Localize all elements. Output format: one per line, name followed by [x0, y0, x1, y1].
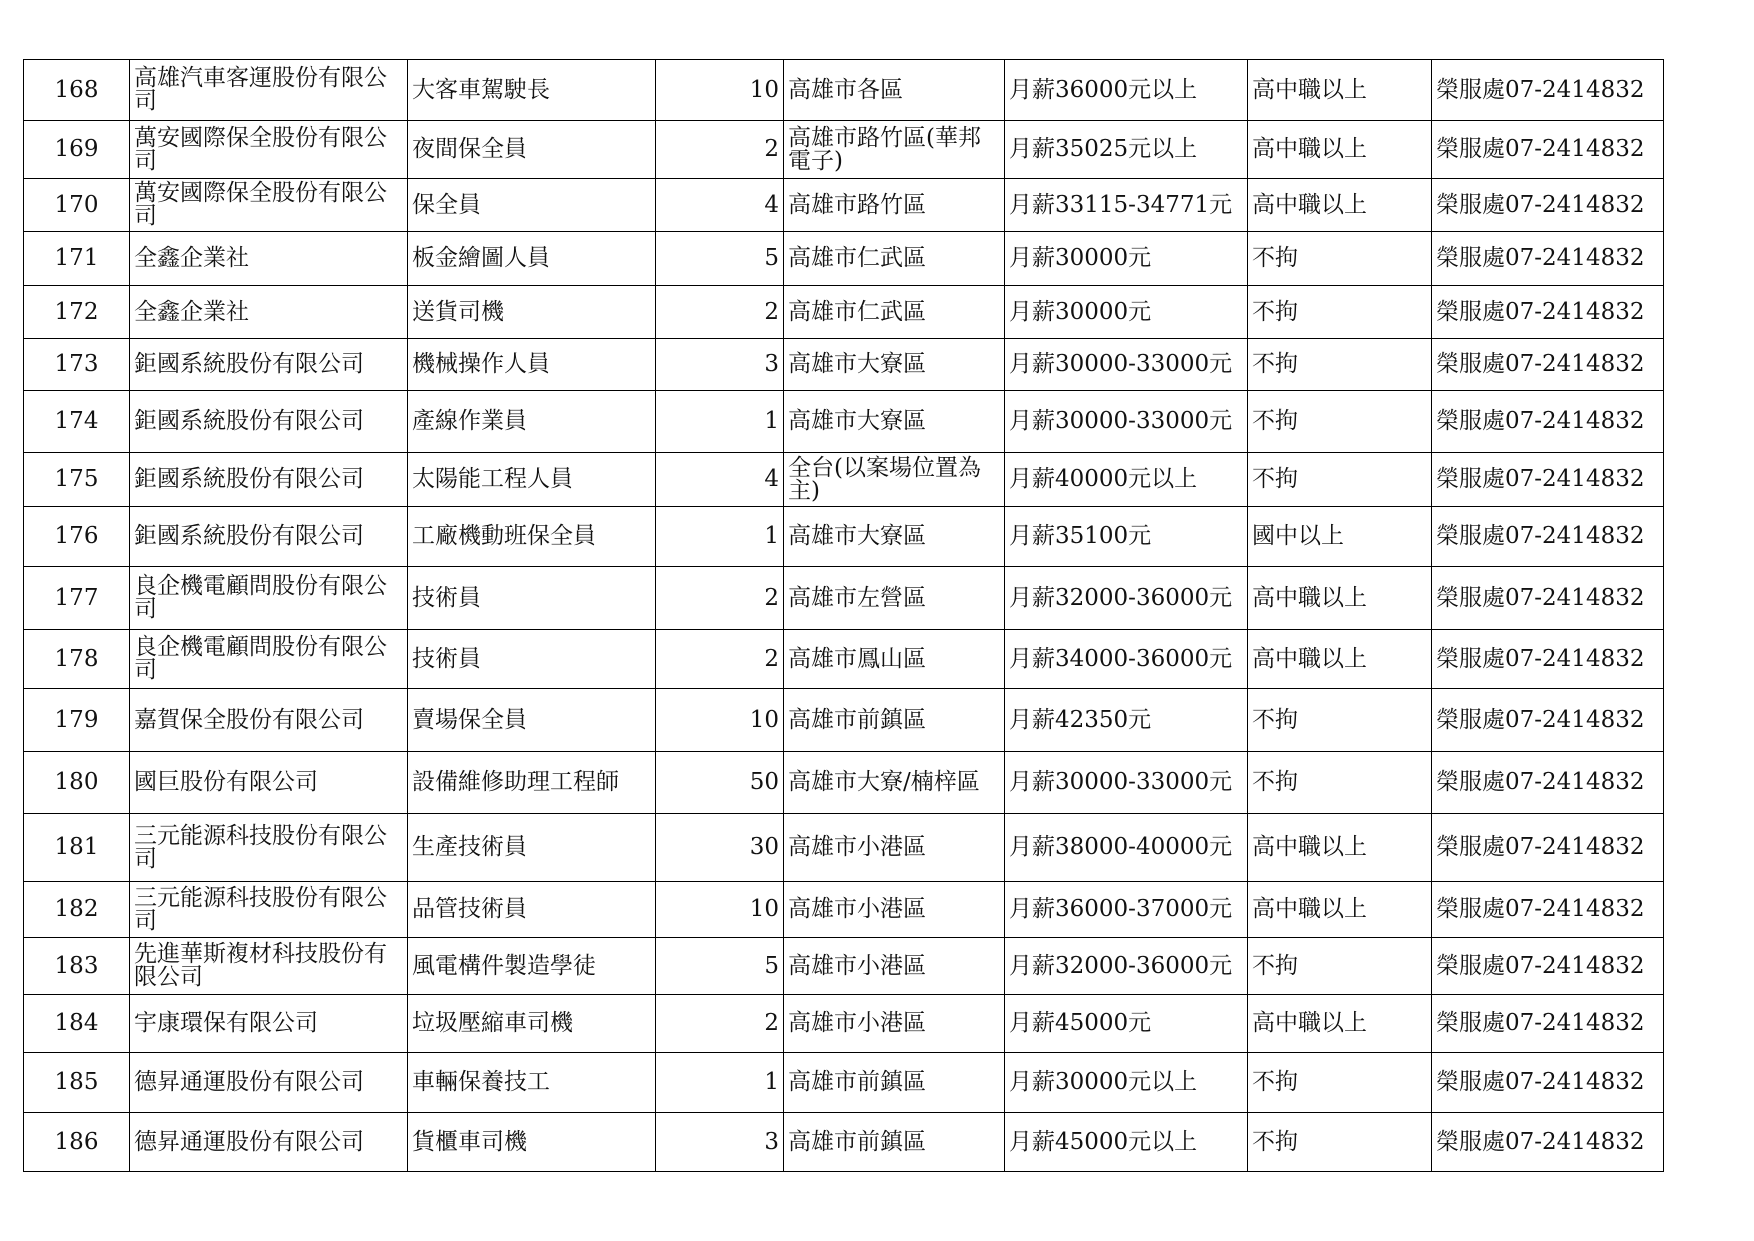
contact-info-cell: 榮服處07-2414832	[1432, 567, 1664, 630]
table-row	[24, 814, 1664, 882]
job-title-cell: 機械操作人員	[408, 339, 656, 391]
company-name-cell: 萬安國際保全股份有限公司	[130, 121, 408, 179]
work-location-cell: 高雄市小港區	[784, 938, 1005, 995]
table-row	[24, 339, 1664, 391]
contact-info-cell: 榮服處07-2414832	[1432, 689, 1664, 752]
salary-cell: 月薪32000-36000元	[1005, 938, 1248, 995]
openings-count-cell: 5	[656, 938, 784, 995]
row-number-cell: 176	[24, 507, 130, 567]
table-row	[24, 938, 1664, 995]
job-title-cell: 賣場保全員	[408, 689, 656, 752]
salary-cell: 月薪32000-36000元	[1005, 567, 1248, 630]
openings-count-cell: 10	[656, 882, 784, 938]
openings-count-cell: 2	[656, 121, 784, 179]
work-location-cell: 高雄市路竹區	[784, 179, 1005, 232]
salary-cell: 月薪30000元	[1005, 232, 1248, 286]
job-title-cell: 送貨司機	[408, 286, 656, 339]
openings-count-cell: 30	[656, 814, 784, 882]
row-number-cell: 184	[24, 995, 130, 1053]
openings-count-cell: 4	[656, 453, 784, 507]
salary-cell: 月薪45000元	[1005, 995, 1248, 1053]
work-location-cell: 高雄市大寮區	[784, 507, 1005, 567]
education-requirement-cell: 國中以上	[1248, 507, 1432, 567]
table-row	[24, 507, 1664, 567]
table-row	[24, 60, 1664, 121]
work-location-cell: 高雄市小港區	[784, 814, 1005, 882]
education-requirement-cell: 不拘	[1248, 1053, 1432, 1113]
education-requirement-cell: 不拘	[1248, 339, 1432, 391]
job-title-cell: 大客車駕駛長	[408, 60, 656, 121]
company-name-cell: 三元能源科技股份有限公司	[130, 814, 408, 882]
education-requirement-cell: 高中職以上	[1248, 567, 1432, 630]
openings-count-cell: 3	[656, 1113, 784, 1172]
education-requirement-cell: 高中職以上	[1248, 60, 1432, 121]
row-number-cell: 171	[24, 232, 130, 286]
row-number-cell: 183	[24, 938, 130, 995]
salary-cell: 月薪35025元以上	[1005, 121, 1248, 179]
salary-cell: 月薪45000元以上	[1005, 1113, 1248, 1172]
contact-info-cell: 榮服處07-2414832	[1432, 391, 1664, 453]
company-name-cell: 先進華斯複材科技股份有限公司	[130, 938, 408, 995]
salary-cell: 月薪30000-33000元	[1005, 391, 1248, 453]
job-listings-table	[23, 59, 1664, 1172]
job-title-cell: 設備維修助理工程師	[408, 752, 656, 814]
salary-cell: 月薪34000-36000元	[1005, 630, 1248, 689]
salary-cell: 月薪30000元以上	[1005, 1053, 1248, 1113]
table-row	[24, 567, 1664, 630]
work-location-cell: 高雄市前鎮區	[784, 1053, 1005, 1113]
contact-info-cell: 榮服處07-2414832	[1432, 286, 1664, 339]
table-row	[24, 995, 1664, 1053]
contact-info-cell: 榮服處07-2414832	[1432, 1053, 1664, 1113]
contact-info-cell: 榮服處07-2414832	[1432, 995, 1664, 1053]
work-location-cell: 高雄市大寮區	[784, 339, 1005, 391]
table-row	[24, 752, 1664, 814]
salary-cell: 月薪30000-33000元	[1005, 752, 1248, 814]
education-requirement-cell: 不拘	[1248, 232, 1432, 286]
company-name-cell: 高雄汽車客運股份有限公司	[130, 60, 408, 121]
job-title-cell: 夜間保全員	[408, 121, 656, 179]
job-title-cell: 風電構件製造學徒	[408, 938, 656, 995]
openings-count-cell: 1	[656, 391, 784, 453]
work-location-cell: 高雄市各區	[784, 60, 1005, 121]
company-name-cell: 嘉賀保全股份有限公司	[130, 689, 408, 752]
salary-cell: 月薪35100元	[1005, 507, 1248, 567]
table-row	[24, 1053, 1664, 1113]
row-number-cell: 169	[24, 121, 130, 179]
work-location-cell: 高雄市小港區	[784, 995, 1005, 1053]
contact-info-cell: 榮服處07-2414832	[1432, 938, 1664, 995]
job-title-cell: 太陽能工程人員	[408, 453, 656, 507]
company-name-cell: 全鑫企業社	[130, 232, 408, 286]
contact-info-cell: 榮服處07-2414832	[1432, 1113, 1664, 1172]
contact-info-cell: 榮服處07-2414832	[1432, 232, 1664, 286]
work-location-cell: 高雄市仁武區	[784, 286, 1005, 339]
job-title-cell: 工廠機動班保全員	[408, 507, 656, 567]
contact-info-cell: 榮服處07-2414832	[1432, 179, 1664, 232]
education-requirement-cell: 高中職以上	[1248, 179, 1432, 232]
table-row	[24, 391, 1664, 453]
education-requirement-cell: 不拘	[1248, 752, 1432, 814]
row-number-cell: 175	[24, 453, 130, 507]
company-name-cell: 宇康環保有限公司	[130, 995, 408, 1053]
row-number-cell: 174	[24, 391, 130, 453]
table-body	[24, 60, 1664, 1172]
job-title-cell: 板金繪圖人員	[408, 232, 656, 286]
table-row	[24, 1113, 1664, 1172]
openings-count-cell: 2	[656, 630, 784, 689]
education-requirement-cell: 不拘	[1248, 938, 1432, 995]
contact-info-cell: 榮服處07-2414832	[1432, 60, 1664, 121]
job-title-cell: 車輛保養技工	[408, 1053, 656, 1113]
openings-count-cell: 2	[656, 995, 784, 1053]
work-location-cell: 高雄市前鎮區	[784, 1113, 1005, 1172]
work-location-cell: 高雄市鳳山區	[784, 630, 1005, 689]
salary-cell: 月薪42350元	[1005, 689, 1248, 752]
education-requirement-cell: 不拘	[1248, 689, 1432, 752]
work-location-cell: 高雄市大寮區	[784, 391, 1005, 453]
education-requirement-cell: 不拘	[1248, 453, 1432, 507]
education-requirement-cell: 高中職以上	[1248, 121, 1432, 179]
job-title-cell: 生產技術員	[408, 814, 656, 882]
openings-count-cell: 50	[656, 752, 784, 814]
work-location-cell: 高雄市大寮/楠梓區	[784, 752, 1005, 814]
job-title-cell: 技術員	[408, 630, 656, 689]
openings-count-cell: 10	[656, 689, 784, 752]
table-row	[24, 179, 1664, 232]
company-name-cell: 鉅國系統股份有限公司	[130, 391, 408, 453]
contact-info-cell: 榮服處07-2414832	[1432, 121, 1664, 179]
table-row	[24, 630, 1664, 689]
table-row	[24, 453, 1664, 507]
row-number-cell: 185	[24, 1053, 130, 1113]
work-location-cell: 高雄市左營區	[784, 567, 1005, 630]
company-name-cell: 良企機電顧問股份有限公司	[130, 567, 408, 630]
row-number-cell: 182	[24, 882, 130, 938]
row-number-cell: 181	[24, 814, 130, 882]
contact-info-cell: 榮服處07-2414832	[1432, 453, 1664, 507]
salary-cell: 月薪30000-33000元	[1005, 339, 1248, 391]
education-requirement-cell: 高中職以上	[1248, 630, 1432, 689]
company-name-cell: 鉅國系統股份有限公司	[130, 453, 408, 507]
education-requirement-cell: 不拘	[1248, 1113, 1432, 1172]
job-title-cell: 品管技術員	[408, 882, 656, 938]
job-title-cell: 保全員	[408, 179, 656, 232]
openings-count-cell: 4	[656, 179, 784, 232]
job-title-cell: 貨櫃車司機	[408, 1113, 656, 1172]
job-title-cell: 產線作業員	[408, 391, 656, 453]
row-number-cell: 178	[24, 630, 130, 689]
company-name-cell: 萬安國際保全股份有限公司	[130, 179, 408, 232]
education-requirement-cell: 高中職以上	[1248, 814, 1432, 882]
row-number-cell: 177	[24, 567, 130, 630]
contact-info-cell: 榮服處07-2414832	[1432, 507, 1664, 567]
company-name-cell: 良企機電顧問股份有限公司	[130, 630, 408, 689]
work-location-cell: 高雄市前鎮區	[784, 689, 1005, 752]
contact-info-cell: 榮服處07-2414832	[1432, 339, 1664, 391]
work-location-cell: 高雄市路竹區(華邦電子)	[784, 121, 1005, 179]
table-row	[24, 882, 1664, 938]
job-title-cell: 垃圾壓縮車司機	[408, 995, 656, 1053]
education-requirement-cell: 不拘	[1248, 391, 1432, 453]
row-number-cell: 172	[24, 286, 130, 339]
education-requirement-cell: 高中職以上	[1248, 882, 1432, 938]
education-requirement-cell: 不拘	[1248, 286, 1432, 339]
contact-info-cell: 榮服處07-2414832	[1432, 630, 1664, 689]
table-row	[24, 286, 1664, 339]
salary-cell: 月薪33115-34771元	[1005, 179, 1248, 232]
row-number-cell: 180	[24, 752, 130, 814]
openings-count-cell: 3	[656, 339, 784, 391]
openings-count-cell: 2	[656, 567, 784, 630]
row-number-cell: 186	[24, 1113, 130, 1172]
work-location-cell: 高雄市小港區	[784, 882, 1005, 938]
table-row	[24, 689, 1664, 752]
contact-info-cell: 榮服處07-2414832	[1432, 882, 1664, 938]
row-number-cell: 179	[24, 689, 130, 752]
job-title-cell: 技術員	[408, 567, 656, 630]
table-row	[24, 121, 1664, 179]
work-location-cell: 全台(以案場位置為主)	[784, 453, 1005, 507]
row-number-cell: 173	[24, 339, 130, 391]
contact-info-cell: 榮服處07-2414832	[1432, 814, 1664, 882]
openings-count-cell: 1	[656, 507, 784, 567]
company-name-cell: 德昇通運股份有限公司	[130, 1053, 408, 1113]
company-name-cell: 鉅國系統股份有限公司	[130, 507, 408, 567]
salary-cell: 月薪30000元	[1005, 286, 1248, 339]
company-name-cell: 三元能源科技股份有限公司	[130, 882, 408, 938]
salary-cell: 月薪38000-40000元	[1005, 814, 1248, 882]
work-location-cell: 高雄市仁武區	[784, 232, 1005, 286]
company-name-cell: 全鑫企業社	[130, 286, 408, 339]
row-number-cell: 170	[24, 179, 130, 232]
openings-count-cell: 10	[656, 60, 784, 121]
row-number-cell: 168	[24, 60, 130, 121]
salary-cell: 月薪36000元以上	[1005, 60, 1248, 121]
salary-cell: 月薪40000元以上	[1005, 453, 1248, 507]
openings-count-cell: 5	[656, 232, 784, 286]
company-name-cell: 鉅國系統股份有限公司	[130, 339, 408, 391]
openings-count-cell: 2	[656, 286, 784, 339]
education-requirement-cell: 高中職以上	[1248, 995, 1432, 1053]
salary-cell: 月薪36000-37000元	[1005, 882, 1248, 938]
contact-info-cell: 榮服處07-2414832	[1432, 752, 1664, 814]
company-name-cell: 國巨股份有限公司	[130, 752, 408, 814]
company-name-cell: 德昇通運股份有限公司	[130, 1113, 408, 1172]
table-row	[24, 232, 1664, 286]
openings-count-cell: 1	[656, 1053, 784, 1113]
